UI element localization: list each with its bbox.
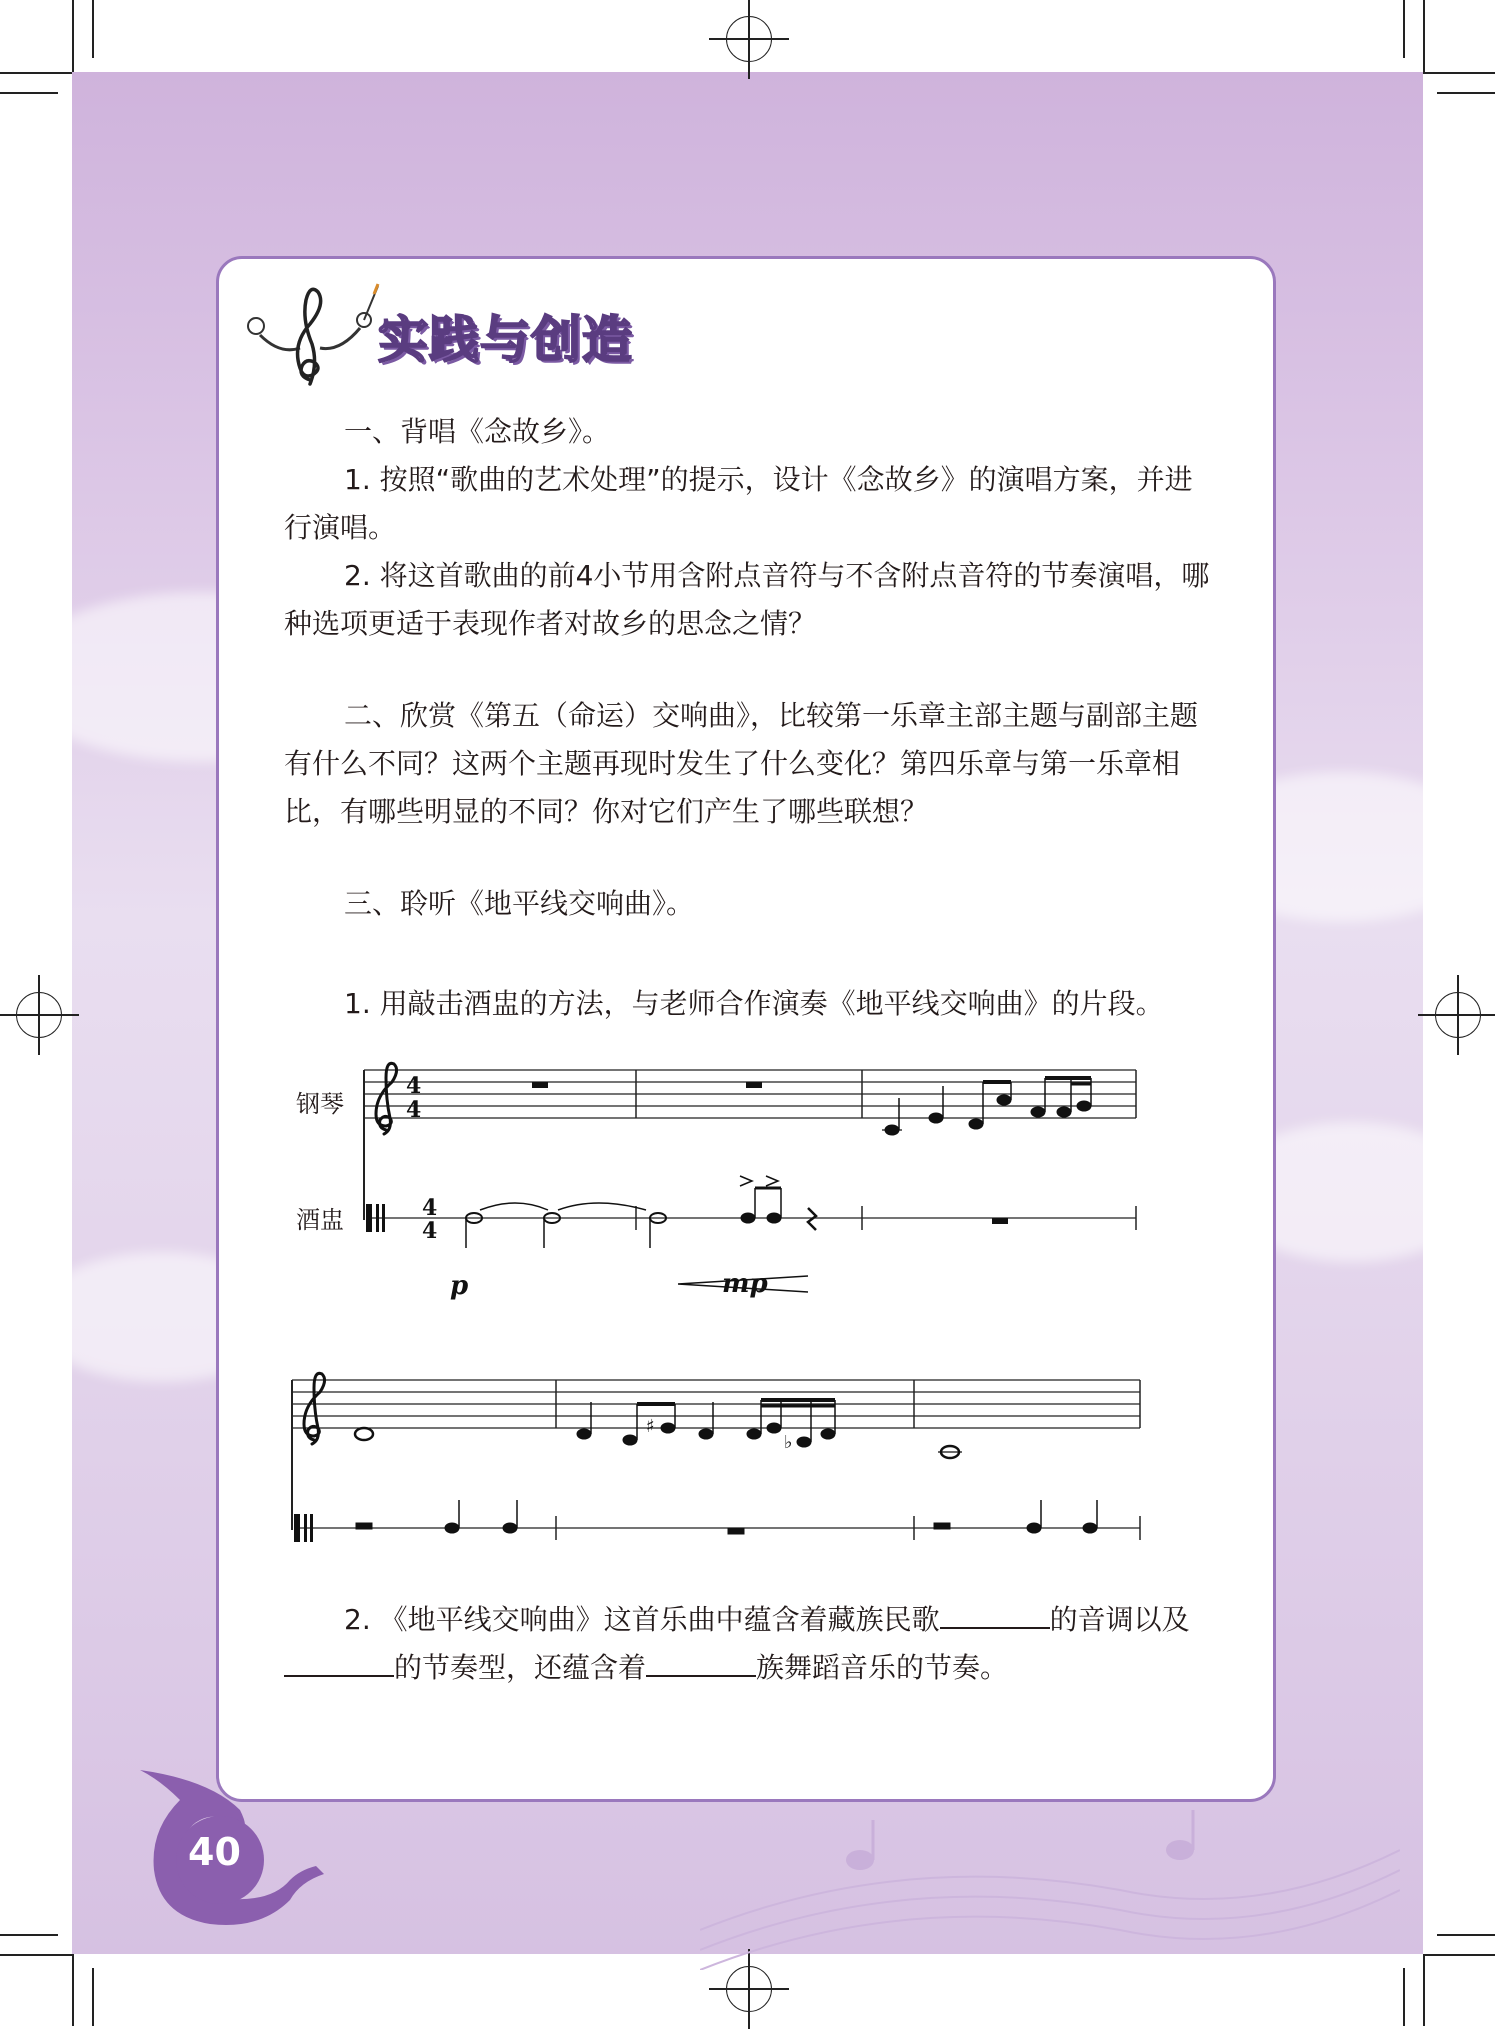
paragraph-item-3-2 [284, 1596, 1214, 1692]
svg-text:♭: ♭ [784, 1432, 793, 1453]
blank-field-1[interactable] [940, 1599, 1050, 1629]
cup-notes-measure-1 [466, 1203, 646, 1248]
treble-clef-icon [376, 1063, 397, 1134]
registration-mark-bottom [726, 1966, 772, 2012]
cup-whole-rest [992, 1218, 1008, 1224]
page-number: 40 [188, 1830, 241, 1874]
piano-staff [364, 1070, 1136, 1118]
fill-in-text-2: 的音调以及 [1049, 1603, 1190, 1636]
paragraph-item-3: 三、聆听《地平线交响曲》。 [344, 887, 695, 920]
cup-notes-measure-2 [650, 1176, 816, 1248]
svg-text:♯: ♯ [646, 1416, 655, 1437]
time-signature-top: 4 [406, 1073, 422, 1099]
dynamic-p: p [450, 1271, 469, 1300]
blank-field-3[interactable] [646, 1647, 756, 1677]
page-number-badge [140, 1770, 330, 1930]
paragraph-item-1-2: 2. 将这首歌曲的前4小节用含附点音符与不含附点音符的节奏演唱，哪种选项更适于表现作者对故乡的思念之情？ [284, 559, 1210, 640]
whole-rest-1 [532, 1082, 548, 1088]
fill-in-text-1: 2. 《地平线交响曲》这首乐曲中蕴含着藏族民歌 [344, 1603, 940, 1636]
fill-in-text-3: 的节奏型，还蕴含着 [394, 1651, 647, 1684]
registration-mark-top [726, 16, 772, 62]
instrument-label-piano: 钢琴 [296, 1090, 344, 1118]
conductor-treble-clef-icon [240, 280, 380, 390]
cup-time-signature-bottom: 4 [422, 1218, 438, 1244]
registration-mark-right [1435, 992, 1481, 1038]
cup-time-signature-top: 4 [422, 1195, 438, 1221]
cup-staff-2 [294, 1514, 1140, 1542]
paragraph-item-2: 二、欣赏《第五（命运）交响曲》，比较第一乐章主部主题与副部主题有什么不同？这两个主题再现时发生了什么变化？第四乐章与第一乐章相比，有哪些明显的不同？你对它们产生了哪些联想？ [284, 699, 1199, 828]
dynamic-mp: mp [722, 1269, 768, 1299]
decorative-music-notes [700, 1790, 1400, 1970]
blank-field-2[interactable] [284, 1647, 394, 1677]
instrument-label-cup: 酒盅 [296, 1206, 344, 1234]
whole-rest-2 [746, 1082, 762, 1088]
piano-notes-system-2 [355, 1400, 962, 1458]
fill-in-text-4: 族舞蹈音乐的节奏。 [756, 1651, 1009, 1684]
treble-clef-icon-2 [304, 1373, 325, 1444]
paragraph-item-3-1: 1. 用敲击酒盅的方法，与老师合作演奏《地平线交响曲》的片段。 [344, 987, 1164, 1020]
section-heading [240, 280, 660, 390]
cup-notes-system-2 [356, 1500, 1097, 1534]
piano-staff-2 [292, 1380, 1140, 1428]
music-score-system-1 [356, 1060, 1156, 1300]
time-signature-bottom: 4 [406, 1097, 422, 1123]
paragraph-item-1-1: 1. 按照“歌曲的艺术处理”的提示，设计《念故乡》的演唱方案，并进行演唱。 [284, 463, 1193, 544]
section-title: 实践与创造 [378, 311, 633, 369]
music-score-system-2 [284, 1370, 1164, 1560]
registration-mark-left [16, 992, 62, 1038]
paragraph-item-1: 一、背唱《念故乡》。 [344, 415, 611, 448]
